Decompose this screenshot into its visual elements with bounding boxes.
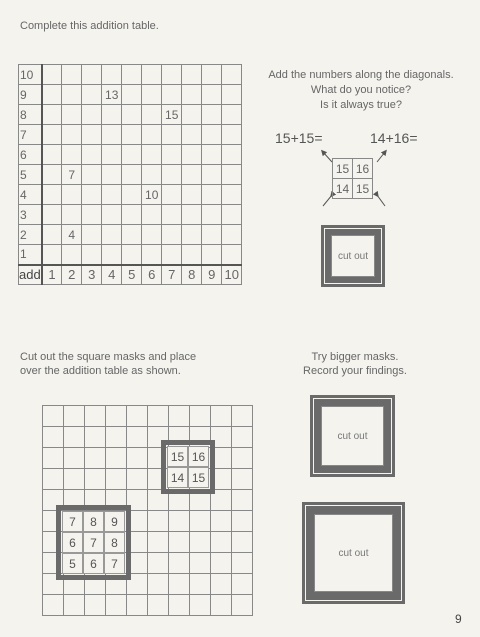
row-header: 7 (19, 125, 42, 145)
page-number: 9 (455, 612, 462, 626)
table-cell (42, 245, 62, 265)
table-cell (122, 125, 142, 145)
table-cell (162, 205, 182, 225)
table-cell: 10 (142, 185, 162, 205)
corner-label: add (19, 265, 42, 285)
grid-cell (64, 448, 85, 469)
table-cell (162, 65, 182, 85)
table-cell (62, 85, 82, 105)
table-cell (82, 65, 102, 85)
grid-cell (232, 532, 253, 553)
table-cell (62, 125, 82, 145)
grid-cell (169, 574, 190, 595)
table-cell (82, 185, 102, 205)
grid-cell (148, 406, 169, 427)
mask-cell: 9 (104, 511, 125, 532)
table-cell (82, 165, 102, 185)
row-header: 3 (19, 205, 42, 225)
column-header: 3 (82, 265, 102, 285)
mini-cell: 14 (333, 179, 353, 199)
grid-cell (211, 595, 232, 616)
addition-table (18, 64, 242, 285)
table-cell (102, 145, 122, 165)
grid-cell (85, 406, 106, 427)
mask-cell: 15 (167, 446, 188, 467)
table-cell (122, 185, 142, 205)
instruction-mid-right (285, 350, 425, 378)
table-cell (122, 165, 142, 185)
grid-cell (190, 406, 211, 427)
mask-cell: 7 (62, 511, 83, 532)
grid-cell (211, 511, 232, 532)
table-cell: 4 (62, 225, 82, 245)
grid-cell (43, 406, 64, 427)
grid-cell (169, 553, 190, 574)
grid-cell (232, 574, 253, 595)
table-cell: 15 (162, 105, 182, 125)
cut-out-label: cut out (331, 235, 375, 277)
grid-cell (43, 469, 64, 490)
table-cell (42, 145, 62, 165)
column-header: 5 (122, 265, 142, 285)
table-cell (182, 185, 202, 205)
mask-cell: 15 (188, 467, 209, 488)
table-cell (42, 105, 62, 125)
table-cell (222, 125, 242, 145)
table-cell: 13 (102, 85, 122, 105)
cut-out-mask-4x4 (302, 502, 405, 604)
mask-cell: 8 (83, 511, 104, 532)
grid-cell (85, 595, 106, 616)
table-cell (62, 245, 82, 265)
table-cell (142, 205, 162, 225)
grid-cell (85, 448, 106, 469)
mask-cell: 14 (167, 467, 188, 488)
table-cell (182, 125, 202, 145)
table-cell (182, 245, 202, 265)
row-header: 4 (19, 185, 42, 205)
table-cell (82, 145, 102, 165)
row-header: 8 (19, 105, 42, 125)
table-cell (162, 185, 182, 205)
grid-cell (43, 595, 64, 616)
table-cell (102, 185, 122, 205)
table-cell (102, 225, 122, 245)
table-cell (222, 165, 242, 185)
instruction-mid (20, 350, 196, 378)
table-cell (182, 85, 202, 105)
instruction-mid-line-2: over the addition table as shown. (20, 365, 181, 377)
question-line-3: Is it always true? (320, 99, 402, 111)
table-cell (42, 205, 62, 225)
grid-cell (232, 427, 253, 448)
table-cell (42, 185, 62, 205)
grid-cell (232, 553, 253, 574)
grid-cell (190, 574, 211, 595)
cut-out-label: cut out (321, 406, 384, 466)
table-cell (222, 185, 242, 205)
table-cell (162, 225, 182, 245)
row-header: 10 (19, 65, 42, 85)
mask-cell: 6 (83, 553, 104, 574)
grid-cell (127, 469, 148, 490)
grid-cell (64, 595, 85, 616)
table-cell (82, 105, 102, 125)
table-cell (202, 225, 222, 245)
grid-cell (106, 406, 127, 427)
question-line-2: What do you notice? (310, 84, 412, 96)
diagonal-example-square (332, 158, 373, 199)
column-header: 6 (142, 265, 162, 285)
instruction-right-line-1: Try bigger masks. (311, 351, 399, 363)
grid-cell (169, 595, 190, 616)
grid-cell (85, 427, 106, 448)
table-cell (42, 65, 62, 85)
grid-cell (64, 406, 85, 427)
table-cell (142, 125, 162, 145)
grid-cell (211, 532, 232, 553)
table-cell (222, 105, 242, 125)
grid-cell (106, 427, 127, 448)
mini-cell: 15 (353, 179, 373, 199)
table-cell (202, 185, 222, 205)
table-cell (142, 145, 162, 165)
table-cell (42, 165, 62, 185)
row-header: 5 (19, 165, 42, 185)
grid-cell (190, 595, 211, 616)
table-cell (82, 225, 102, 245)
table-cell (162, 165, 182, 185)
table-cell (162, 145, 182, 165)
grid-cell (190, 511, 211, 532)
table-cell (202, 165, 222, 185)
table-cell (222, 245, 242, 265)
table-cell (122, 245, 142, 265)
table-cell (122, 105, 142, 125)
table-cell (62, 185, 82, 205)
grid-cell (190, 553, 211, 574)
table-cell (82, 205, 102, 225)
grid-cell (64, 427, 85, 448)
grid-cell (232, 511, 253, 532)
grid-cell (148, 553, 169, 574)
table-cell (202, 65, 222, 85)
table-cell (182, 225, 202, 245)
table-cell (182, 145, 202, 165)
diagonal-question (256, 68, 466, 113)
question-line-1: Add the numbers along the diagonals. (268, 69, 454, 81)
table-cell (182, 65, 202, 85)
mask-cell: 8 (104, 532, 125, 553)
instruction-right-line-2: Record your findings. (303, 365, 407, 377)
column-header: 9 (202, 265, 222, 285)
cut-out-mask-3x3 (310, 395, 395, 477)
mask-cell: 7 (83, 532, 104, 553)
table-cell (122, 205, 142, 225)
table-cell: 7 (62, 165, 82, 185)
grid-cell (127, 595, 148, 616)
grid-cell (127, 448, 148, 469)
table-cell (102, 105, 122, 125)
mask-cell: 5 (62, 553, 83, 574)
table-cell (222, 85, 242, 105)
table-cell (102, 65, 122, 85)
grid-cell (127, 406, 148, 427)
cut-out-mask-2x2 (321, 225, 385, 287)
table-cell (82, 85, 102, 105)
table-cell (162, 125, 182, 145)
grid-cell (85, 469, 106, 490)
table-cell (202, 105, 222, 125)
table-cell (102, 125, 122, 145)
grid-cell (169, 532, 190, 553)
placed-mask-3x3-values (62, 511, 125, 574)
column-header: 2 (62, 265, 82, 285)
mini-cell: 16 (353, 159, 373, 179)
table-cell (142, 225, 162, 245)
column-header: 10 (222, 265, 242, 285)
mask-cell: 6 (62, 532, 83, 553)
grid-cell (232, 406, 253, 427)
grid-cell (43, 427, 64, 448)
column-header: 4 (102, 265, 122, 285)
table-cell (82, 125, 102, 145)
table-cell (142, 105, 162, 125)
grid-cell (148, 532, 169, 553)
table-cell (122, 225, 142, 245)
table-cell (102, 205, 122, 225)
column-header: 8 (182, 265, 202, 285)
table-cell (102, 245, 122, 265)
grid-cell (148, 574, 169, 595)
grid-cell (232, 595, 253, 616)
table-cell (122, 65, 142, 85)
column-header: 7 (162, 265, 182, 285)
table-cell (182, 205, 202, 225)
table-cell (222, 205, 242, 225)
table-cell (42, 85, 62, 105)
table-cell (142, 245, 162, 265)
grid-cell (148, 511, 169, 532)
grid-cell (211, 406, 232, 427)
table-cell (42, 125, 62, 145)
grid-cell (232, 448, 253, 469)
row-header: 1 (19, 245, 42, 265)
column-header: 1 (42, 265, 62, 285)
grid-cell (232, 469, 253, 490)
table-cell (222, 145, 242, 165)
table-cell (182, 165, 202, 185)
table-cell (202, 205, 222, 225)
row-header: 6 (19, 145, 42, 165)
grid-cell (64, 469, 85, 490)
table-cell (202, 85, 222, 105)
table-cell (102, 165, 122, 185)
table-cell (162, 85, 182, 105)
table-cell (42, 225, 62, 245)
table-cell (62, 145, 82, 165)
table-cell (202, 245, 222, 265)
table-cell (62, 65, 82, 85)
grid-cell (127, 427, 148, 448)
mask-cell: 16 (188, 446, 209, 467)
table-cell (142, 85, 162, 105)
grid-cell (169, 511, 190, 532)
row-header: 9 (19, 85, 42, 105)
table-cell (202, 145, 222, 165)
table-cell (62, 105, 82, 125)
grid-cell (106, 595, 127, 616)
table-cell (122, 85, 142, 105)
cut-out-label: cut out (314, 514, 393, 592)
table-cell (222, 225, 242, 245)
mini-cell: 15 (333, 159, 353, 179)
grid-cell (211, 574, 232, 595)
table-cell (142, 65, 162, 85)
placed-mask-2x2-values (167, 446, 209, 488)
instruction-mid-line-1: Cut out the square masks and place (20, 351, 197, 363)
grid-cell (211, 553, 232, 574)
row-header: 2 (19, 225, 42, 245)
grid-cell (43, 448, 64, 469)
table-cell (142, 165, 162, 185)
grid-cell (148, 595, 169, 616)
mask-cell: 7 (104, 553, 125, 574)
grid-cell (232, 490, 253, 511)
grid-cell (190, 532, 211, 553)
table-cell (162, 245, 182, 265)
diagonal-sum-left: 15+15= (275, 130, 323, 146)
table-cell (202, 125, 222, 145)
grid-cell (169, 406, 190, 427)
diagonal-sum-right: 14+16= (370, 130, 418, 146)
table-cell (82, 245, 102, 265)
table-cell (222, 65, 242, 85)
table-cell (122, 145, 142, 165)
table-cell (62, 205, 82, 225)
grid-cell (106, 469, 127, 490)
instruction-top: Complete this addition table. (20, 20, 159, 32)
table-cell (182, 105, 202, 125)
grid-cell (106, 448, 127, 469)
